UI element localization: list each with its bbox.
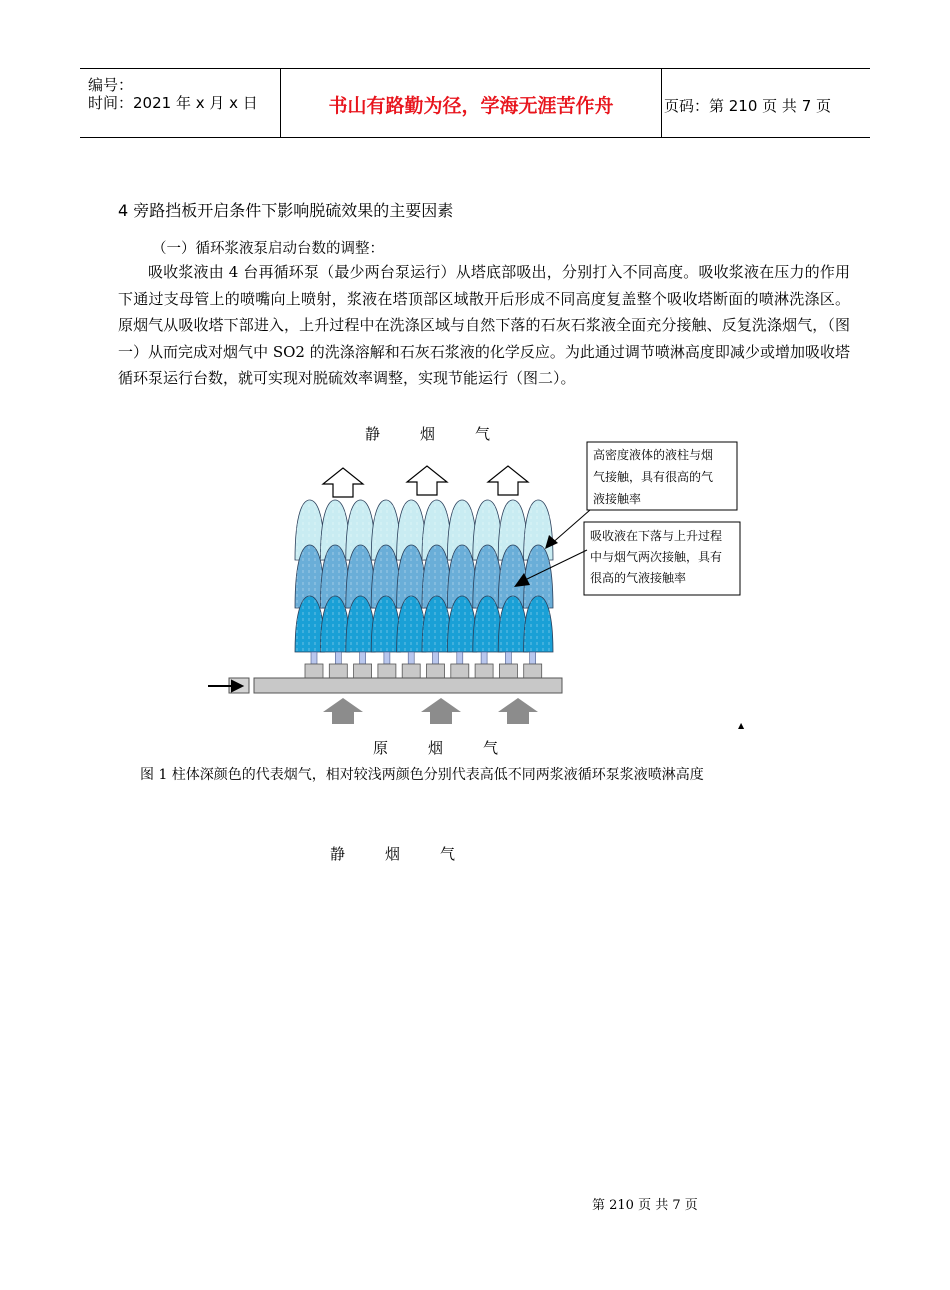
nozzle-box	[524, 664, 542, 678]
document-date: 时间：2021 年 x 月 x 日	[88, 94, 258, 112]
nozzle-box	[499, 664, 517, 678]
inlet-arrow-icon	[208, 681, 242, 691]
nozzle-stem	[433, 652, 439, 664]
nozzle-box	[305, 664, 323, 678]
header-right-cell	[662, 69, 870, 137]
header-left-cell	[80, 69, 280, 137]
nozzle-stem	[384, 652, 390, 664]
nozzle-stem	[360, 652, 366, 664]
label-char: 静	[330, 845, 346, 863]
nozzles	[305, 652, 542, 678]
clean-gas-label-fig2	[330, 843, 495, 864]
raw-gas-label	[373, 737, 538, 758]
callout-line: 很高的气液接触率	[590, 571, 687, 585]
raw-gas-arrows	[323, 698, 538, 724]
clean-gas-arrows	[323, 466, 528, 497]
nozzle-stem	[457, 652, 463, 664]
nozzle-box	[427, 664, 445, 678]
spray-zone	[295, 500, 553, 652]
nozzle-stem	[335, 652, 341, 664]
label-char: 气	[440, 845, 456, 863]
spray-tower-diagram	[200, 440, 760, 740]
body-paragraph: 吸收浆液由 4 台再循环泵（最少两台泵运行）从塔底部吸出，分别打入不同高度。吸收浆液在压力的作用下通过支母管上的喷嘴向上喷射，浆液在塔顶部区域散开后形成不同高度复盖整个吸收塔断面的喷淋洗涤区。原烟气从吸收塔下部进入，上升过程中在洗涤区域与自然下落的石灰石浆液全面充分接触、反复洗涤烟气，（图一）从而完成对烟气中 SO2 的洗涤溶解和石灰石浆液的化学反应。为此通过调节喷淋高度即减少或增加吸收塔循环泵运行台数，就可实现对脱硫效率调整，实现节能运行（图二）。	[118, 263, 850, 388]
label-char: 原	[373, 739, 389, 757]
page-info: 页码：第 210 页 共 7 页	[664, 97, 832, 115]
header-center-cell	[280, 69, 662, 137]
callout-line: 液接触率	[593, 492, 642, 506]
up-arrow-icon	[323, 468, 363, 497]
up-arrow-icon	[407, 466, 447, 495]
callout-line: 高密度液体的液柱与烟	[593, 448, 714, 462]
up-arrow-icon	[498, 698, 538, 724]
nozzle-box	[402, 664, 420, 678]
nozzle-box	[378, 664, 396, 678]
nozzle-stem	[311, 652, 317, 664]
section-heading: 4 旁路挡板开启条件下影响脱硫效果的主要因素	[118, 201, 454, 220]
label-char: 气	[483, 739, 499, 757]
document-number-label: 编号：	[88, 76, 134, 94]
header-motto: 书山有路勤为径，学海无涯苦作舟	[328, 95, 614, 117]
label-char: 烟	[385, 845, 401, 863]
callout-line: 吸收液在下落与上升过程	[590, 529, 723, 543]
header-pipe	[254, 678, 562, 693]
page-footer: 第 210 页 共 7 页	[592, 1198, 698, 1213]
sub-heading: （一）循环浆液泵启动台数的调整：	[152, 241, 384, 257]
page-header	[80, 68, 870, 138]
label-char: 气	[475, 425, 491, 443]
nozzle-box	[329, 664, 347, 678]
figure-caption: 图 1 柱体深颜色的代表烟气，相对较浅两颜色分别代表高低不同两浆液循环泵浆液喷淋高度	[140, 767, 704, 783]
label-char: 静	[365, 425, 381, 443]
nozzle-box	[354, 664, 372, 678]
nozzle-box	[451, 664, 469, 678]
small-mark: ▲	[738, 721, 745, 730]
nozzle-stem	[481, 652, 487, 664]
label-char: 烟	[420, 425, 436, 443]
nozzle-stem	[408, 652, 414, 664]
callout-line: 气接触，具有很高的气	[593, 470, 714, 484]
nozzle-stem	[505, 652, 511, 664]
callout-line: 中与烟气两次接触，具有	[590, 550, 723, 564]
up-arrow-icon	[421, 698, 461, 724]
up-arrow-icon	[488, 466, 528, 495]
nozzle-box	[475, 664, 493, 678]
up-arrow-icon	[323, 698, 363, 724]
nozzle-stem	[530, 652, 536, 664]
label-char: 烟	[428, 739, 444, 757]
